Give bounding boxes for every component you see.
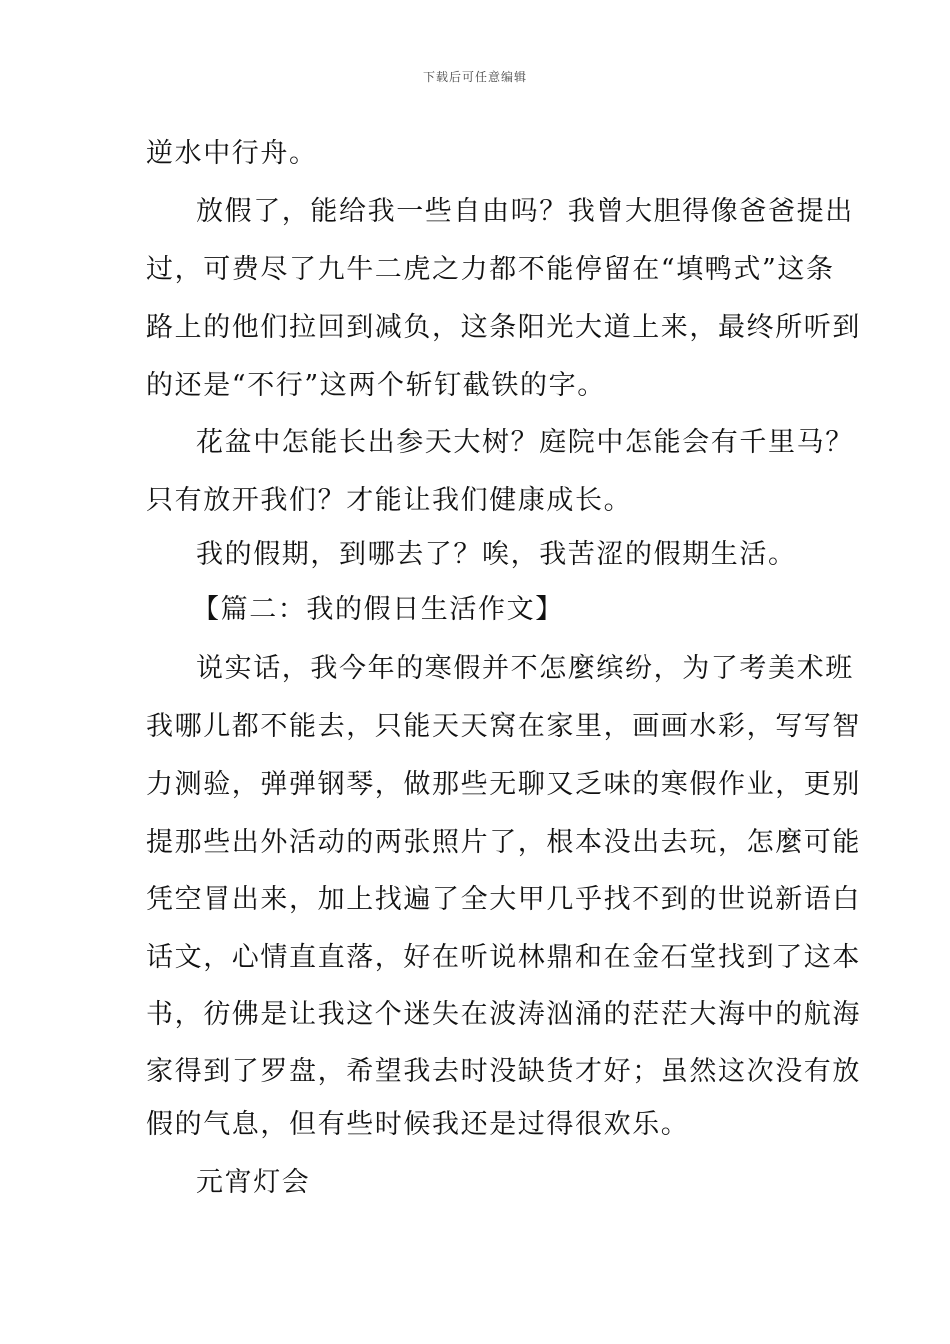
text-line: 力测验，弹弹钢琴，做那些无聊又乏味的寒假作业，更别 <box>146 769 861 800</box>
section-heading: 【篇二：我的假日生活作文】 <box>192 594 564 625</box>
text-line: 过，可费尽了九牛二虎之力都不能停留在“填鸭式”这条 <box>146 254 835 285</box>
paragraph-first-line: 说实话，我今年的寒假并不怎麼缤纷，为了考美术班 <box>196 653 854 684</box>
text-line: 家得到了罗盘，希望我去时没缺货才好；虽然这次没有放 <box>146 1056 861 1087</box>
page-header: 下载后可任意编辑 <box>422 70 527 84</box>
text-line: 逆水中行舟。 <box>146 138 318 169</box>
text-line: 的还是“不行”这两个斩钉截铁的字。 <box>146 370 606 401</box>
text-line: 话文，心情直直落，好在听说林鼎和在金石堂找到了这本 <box>146 942 861 973</box>
text-line: 只有放开我们？才能让我们健康成长。 <box>146 485 633 516</box>
paragraph-first-line: 元宵灯会 <box>196 1167 311 1198</box>
paragraph-first-line: 花盆中怎能长出参天大树？庭院中怎能会有千里马？ <box>196 427 854 458</box>
text-line: 假的气息，但有些时候我还是过得很欢乐。 <box>146 1109 690 1140</box>
text-line: 书，彷佛是让我这个迷失在波涛汹涌的茫茫大海中的航海 <box>146 999 861 1030</box>
text-line: 我哪儿都不能去，只能天天窝在家里，画画水彩，写写智 <box>146 711 861 742</box>
paragraph-first-line: 我的假期，到哪去了？唉，我苦涩的假期生活。 <box>196 539 797 570</box>
text-line: 提那些出外活动的两张照片了，根本没出去玩，怎麼可能 <box>146 827 861 858</box>
text-line: 凭空冒出来，加上找遍了全大甲几乎找不到的世说新语白 <box>146 884 861 915</box>
text-line: 路上的他们拉回到减负，这条阳光大道上来，最终所听到 <box>146 312 861 343</box>
paragraph-first-line: 放假了，能给我一些自由吗？我曾大胆得像爸爸提出 <box>196 196 854 227</box>
